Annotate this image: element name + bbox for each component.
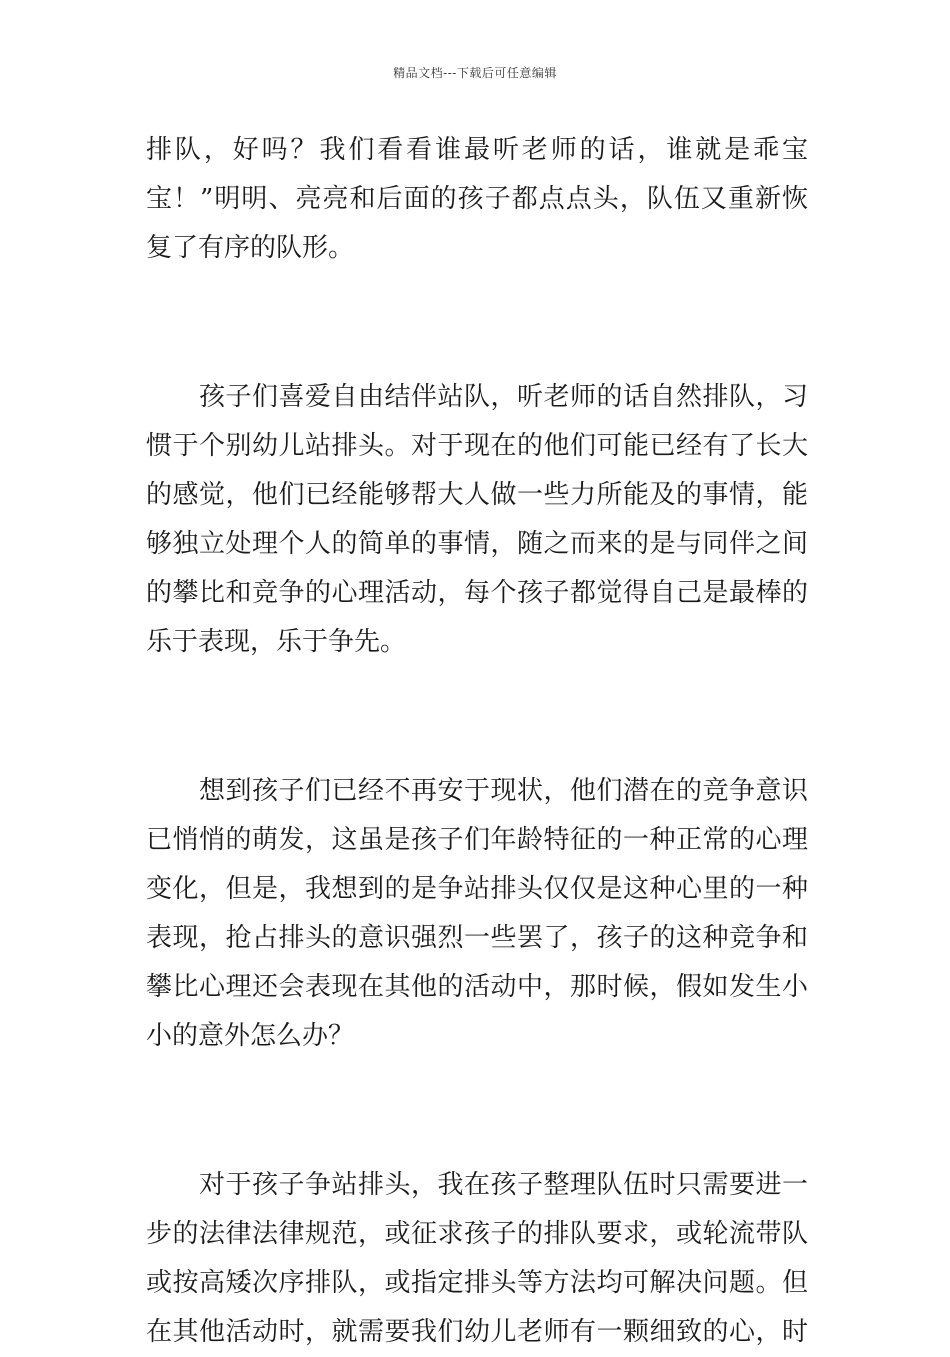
text-line: 或按高矮次序排队，或指定排头等方法均可解决问题。但 [146,1268,808,1298]
text-line: 排队，好吗？我们看看谁最听老师的话，谁就是乖宝 [146,135,808,165]
paragraph-2 [146,373,808,667]
paragraph-3 [146,767,808,1061]
text-line: 在其他活动时，就需要我们幼儿老师有一颗细致的心，时 [146,1317,808,1347]
document-body [146,126,808,1357]
text-line: 想到孩子们已经不再安于现状，他们潜在的竞争意识 [146,776,808,806]
paragraph-4 [146,1161,808,1357]
text-line: 对于孩子争站排头，我在孩子整理队伍时只需要进一 [146,1170,808,1200]
paragraph-1 [146,126,808,273]
text-line: 孩子们喜爱自由结伴站队，听老师的话自然排队，习 [146,382,808,412]
text-line: 的攀比和竞争的心理活动，每个孩子都觉得自己是最棒的 [146,578,808,608]
text-line: 宝！”明明、亮亮和后面的孩子都点点头，队伍又重新恢 [146,184,808,214]
text-line: 变化，但是，我想到的是争站排头仅仅是这种心里的一种 [146,874,808,904]
text-line: 的感觉，他们已经能够帮大人做一些力所能及的事情，能 [146,480,808,510]
text-line: 惯于个别幼儿站排头。对于现在的他们可能已经有了长大 [146,431,808,461]
text-line: 攀比心理还会表现在其他的活动中，那时候，假如发生小 [146,972,808,1002]
text-line: 表现，抢占排头的意识强烈一些罢了，孩子的这种竞争和 [146,923,808,953]
text-line: 已悄悄的萌发，这虽是孩子们年龄特征的一种正常的心理 [146,825,808,855]
page-header: 精品文档---下载后可任意编辑 [393,66,557,80]
text-line: 步的法律法律规范，或征求孩子的排队要求，或轮流带队 [146,1219,808,1249]
text-line: 够独立处理个人的简单的事情，随之而来的是与同伴之间 [146,529,808,559]
text-line: 小的意外怎么办？ [146,1021,355,1051]
text-line: 乐于表现，乐于争先。 [146,627,407,657]
text-line: 复了有序的队形。 [146,233,355,263]
